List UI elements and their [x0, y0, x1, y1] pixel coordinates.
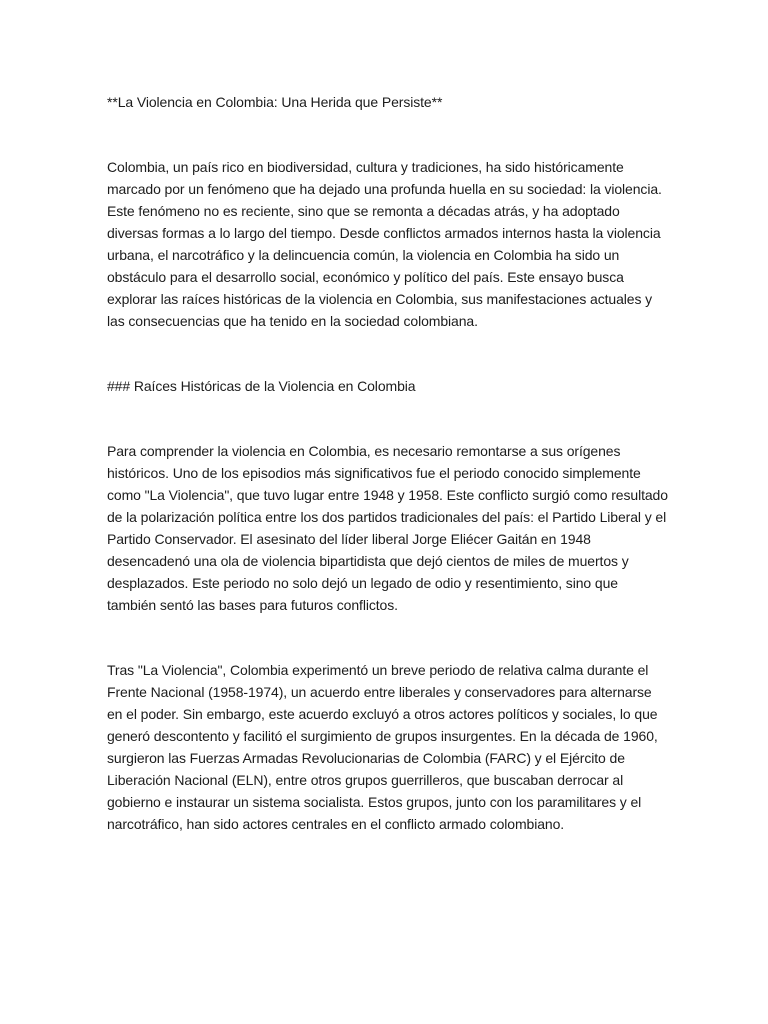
section-heading: ### Raíces Históricas de la Violencia en Colombia: [107, 378, 416, 394]
document-page: [107, 87, 669, 835]
frente-nacional-paragraph: Tras "La Violencia", Colombia experimentó un breve periodo de relativa calma durante el Frente Nacional (1958-1974), un acuerdo entre liberales y conservadores para alternarse en el poder. Sin embargo, este acuerdo excluyó a otros actores políticos y sociales, lo que generó descontento y facilitó el surgimiento de grupos insurgentes. En la década de 1960, surgieron las Fuerzas Armadas Revolucionarias de Colombia (FARC) y el Ejército de Liberación Nacional (ELN), entre otros grupos guerrilleros, que buscaban derrocar al gobierno e instaurar un sistema socialista. Estos grupos, junto con los paramilitares y el narcotráfico, han sido actores centrales en el conflicto armado colombiano.: [107, 662, 658, 832]
intro-paragraph: Colombia, un país rico en biodiversidad, cultura y tradiciones, ha sido históricamente marcado por un fenómeno que ha dejado una profunda huella en su sociedad: la violencia. Este fenómeno no es reciente, sino que se remonta a décadas atrás, y ha adoptado diversas formas a lo largo del tiempo. Desde conflictos armados internos hasta la violencia urbana, el narcotráfico y la delincuencia común, la violencia en Colombia ha sido un obstáculo para el desarrollo social, económico y político del país. Este ensayo busca explorar las raíces históricas de la violencia en Colombia, sus manifestaciones actuales y las consecuencias que ha tenido en la sociedad colombiana.: [107, 159, 662, 329]
history-paragraph: Para comprender la violencia en Colombia, es necesario remontarse a sus orígenes históricos. Uno de los episodios más significativos fue el periodo conocido simplemente como "La Violencia", que tuvo lugar entre 1948 y 1958. Este conflicto surgió como resultado de la polarización política entre los dos partidos tradicionales del país: el Partido Liberal y el Partido Conservador. El asesinato del líder liberal Jorge Eliécer Gaitán en 1948 desencadenó una ola de violencia bipartidista que dejó cientos de miles de muertos y desplazados. Este periodo no solo dejó un legado de odio y resentimiento, sino que también sentó las bases para futuros conflictos.: [107, 443, 668, 613]
document-title: **La Violencia en Colombia: Una Herida que Persiste**: [107, 94, 443, 110]
